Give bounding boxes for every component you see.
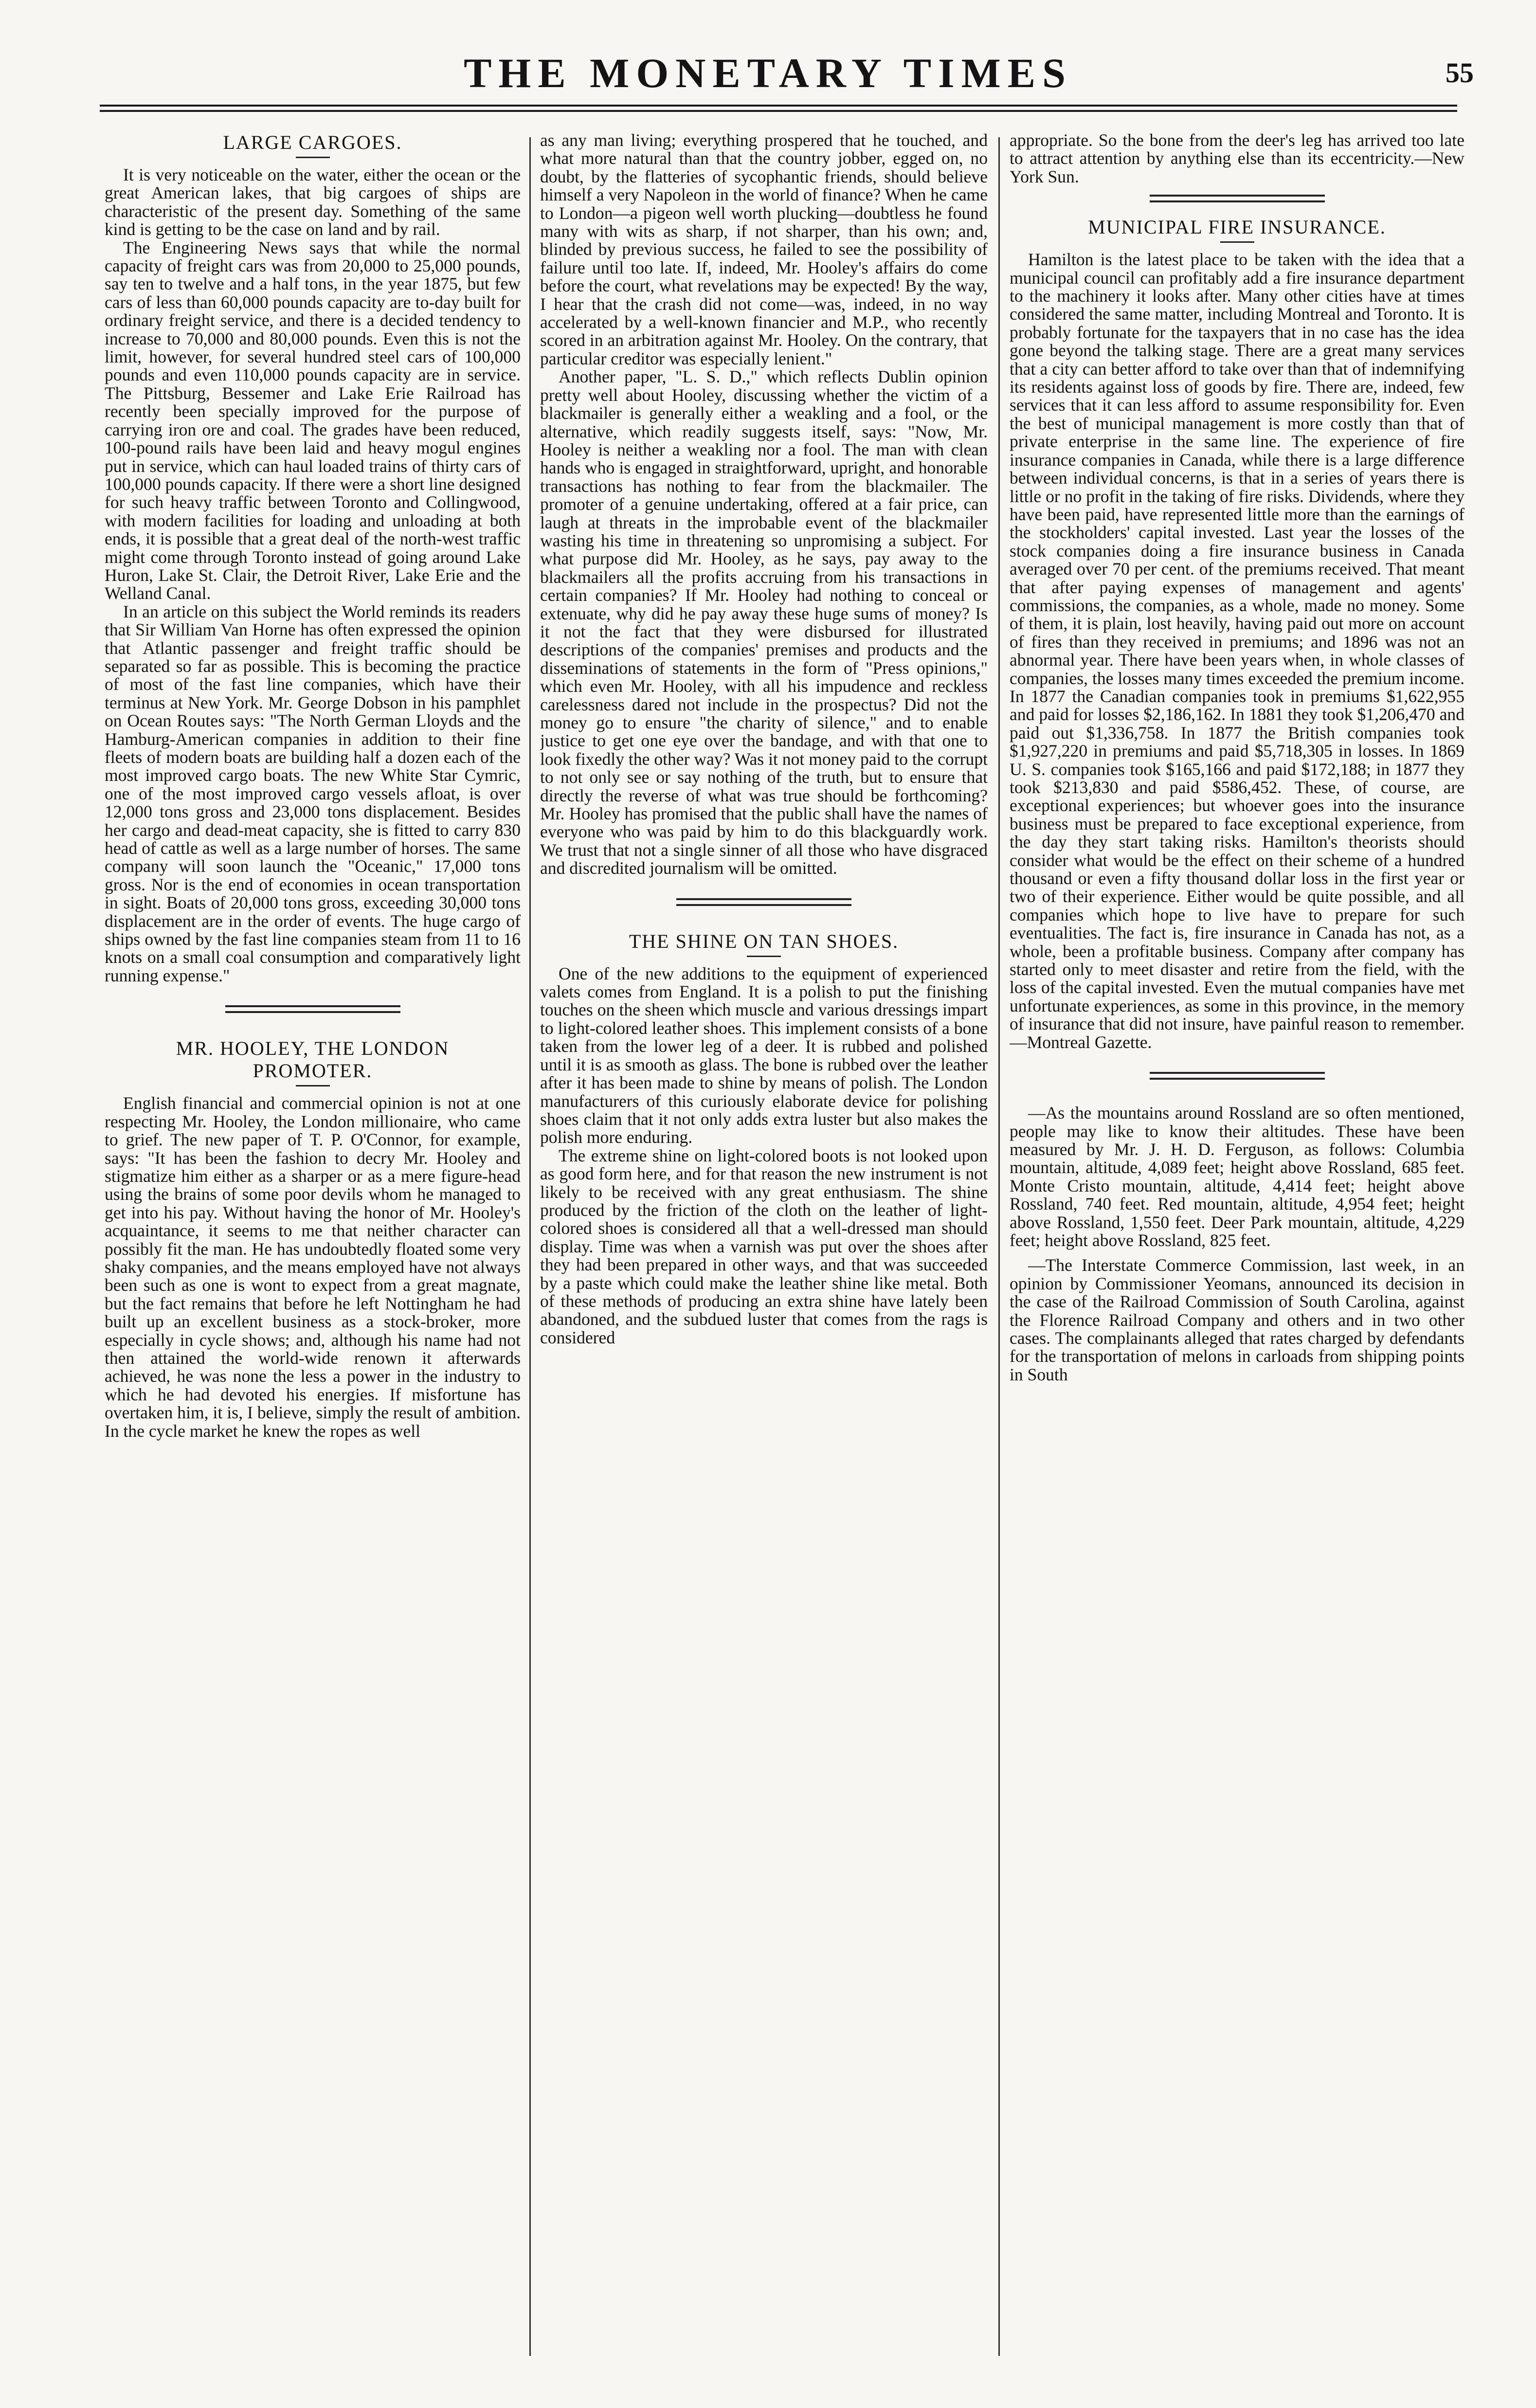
article-separator [1150, 195, 1325, 202]
article-paragraph: Another paper, "L. S. D.," which reflects Dublin opinion pretty well about Hooley, discussing whether the victim of a blackmailer is generally either a weakling and a fool, or the alternative, which readily suggests itself, says: "Now, Mr. Hooley is neither a weakling nor a fool. The man with clean hands who is engaged in straightforward, upright, and honorable transactions has nothing to fear from the blackmailer. The promoter of a genuine undertaking, offered at a fair price, can laugh at threats in the improbable event of the blackmailer wasting his time in threatening so unpromising a subject. For what purpose did Mr. Hooley, as he says, pay away to the blackmailers all the profits accruing from his transactions in certain companies? If Mr. Hooley had nothing to conceal or extenuate, why did he pay away these huge sums of money? Is it not the fact that they were disbursed for illustrated descriptions of the companies' premises and products and the disseminations of statements in the form of "Press opinions," which even Mr. Hooley, with all his impudence and reckless carelessness dared not include in the prospectus? Did not the money go to ensure "the charity of silence," and to enable justice to get one eye over the bandage, and with that one to look fixedly the other way? Was it not money paid to the corrupt to not only see or say nothing of the truth, but to ensure that directly the reverse of what was true should be forthcoming? Mr. Hooley has promised that the public shall have the names of everyone who was paid by him to do this blackguardly work. We trust that not a single sinner of all those who have disgraced and discredited journalism will be omitted. [540, 367, 988, 878]
column-3 [1010, 131, 1464, 2379]
column-divider [998, 137, 1000, 2356]
article-separator [676, 898, 851, 906]
article-paragraph: English financial and commercial opinion is not at one respecting Mr. Hooley, the London millionaire, who came to grief. The new paper of T. P. O'Connor, for example, says: "It has been the fashion to decry Mr. Hooley and stigmatize him either as a sharper or as a mere figure-head using the brains of some poor devils whom he managed to get into his pay. Without having the honor of Mr. Hooley's acquaintance, it seems to me that neither character can possibly fit the man. He has undoubtedly floated some very shaky companies, and the means employed have not always been such as one is wont to expect from a great magnate, but the fact remains that before he left Nottingham he had built up an excellent business as a stock-broker, more especially in cycle shows; and, although his name had not then attained the world-wide renown it afterwards achieved, he was none the less a power in the industry to which he had devoted his energies. If misfortune has overtaken him, it is, I believe, simply the result of ambition. In the cycle market he knew the ropes as well [105, 1093, 521, 1441]
heading-dash [1220, 241, 1254, 243]
article-paragraph: In an article on this subject the World reminds its readers that Sir William Van Horne has often expressed the opinion that Atlantic passenger and freight traffic should be separated so far as possible. This is becoming the practice of most of the fast line companies, which have their terminus at New York. Mr. George Dobson in his pamphlet on Ocean Routes says: "The North German Lloyds and the Hamburg-American companies in addition to their fine fleets of modern boats are building half a dozen each of the most improved cargo boats. The new White Star Cymric, one of the most improved cargo vessels afloat, is over 12,000 tons gross and 23,000 tons displacement. Besides her cargo and dead-meat capacity, she is fitted to carry 830 head of cattle as well as a large number of horses. The same company will soon launch the "Oceanic," 17,000 tons gross. Nor is the end of economies in ocean transportation in sight. Boats of 20,000 tons gross, exceeding 30,000 tons displacement are in the order of events. The huge cargo of ships owned by the fast line companies steam from 11 to 16 knots on a small coal consumption and comparatively light running expense." [105, 601, 521, 985]
column-divider [529, 137, 531, 2356]
article-paragraph: The extreme shine on light-colored boots is not looked upon as good form here, and for that reason the new instrument is not likely to be received with any great enthusiasm. The shine produced by the friction of the cloth on the leather of light-colored shoes is considered all that a well-dressed man should display. Time was when a varnish was put over the shoes after they had been prepared in other ways, and that was succeeded by a paste which could make the leather shine like metal. Both of these methods of producing an extra shine have lately been abandoned, and the subdued luster that comes from the rags is considered [540, 1145, 988, 1347]
heading-dash [296, 1085, 330, 1086]
column-1 [105, 131, 521, 2379]
article-separator [225, 1005, 400, 1013]
article-heading-hooley-line2: PROMOTER. [253, 1060, 373, 1082]
masthead [0, 0, 1536, 114]
article-heading-large-cargoes: LARGE CARGOES. [223, 131, 402, 153]
article-paragraph-continued: as any man living; everything prospered that he touched, and what more natural than that the country jobber, egged on, no doubt, by the flatteries of sycophantic friends, should believe himself a very Napoleon in the world of finance? When he came to London—a pigeon well worth plucking—doubtless he found many with wits as sharp, if not sharper, than his own; and, blinded by previous success, he failed to see the possibility of failure until too late. If, indeed, Mr. Hooley's affairs do come before the court, what revelations may be expected! By the way, I hear that the crash did not come—was, indeed, in no way accelerated by a well-known financier and M.P., who recently scored in an arbitration against Mr. Hooley. On the contrary, that particular creditor was especially lenient." [540, 131, 988, 368]
article-paragraph: The Engineering News says that while the normal capacity of freight cars was from 20,000 to 25,000 pounds, say ten to twelve and a half tons, in the year 1875, but few cars of less than 60,000 pounds capacity are to-day built for ordinary freight service, and there is a decided tendency to increase to 70,000 and 80,000 pounds. Even this is not the limit, however, for several hundred steel cars of 100,000 pounds and even 110,000 pounds capacity are in service. The Pittsburg, Bessemer and Lake Erie Railroad has recently been specially improved for the purpose of carrying iron ore and coal. The grades have been reduced, 100-pound rails have been laid and heavy mogul engines put in service, which can haul loaded trains of thirty cars of 100,000 pounds capacity. If there were a short line designed for such heavy traffic between Toronto and Collingwood, with modern facilities for loading and unloading at both ends, it is possible that a great deal of the north-west traffic might come through Toronto instead of going around Lake Huron, Lake St. Clair, the Detroit River, Lake Erie and the Welland Canal. [105, 237, 521, 603]
article-paragraph: One of the new additions to the equipment of experienced valets comes from England. It is a polish to put the finishing touches on the sheen which muscle and various dressings impart to light-colored leather shoes. This implement consists of a bone taken from the lower leg of a deer. It is rubbed and polished until it is as smooth as glass. The bone is rubbed over the leather after it has been made to shine by means of polish. The London manufacturers of this curiously elaborate device for polishing shoes claim that it not only adds extra luster but also makes the polish more enduring. [540, 963, 988, 1147]
article-heading-fire-insurance: MUNICIPAL FIRE INSURANCE. [1088, 216, 1386, 238]
article-heading-hooley-line1: MR. HOOLEY, THE LONDON [176, 1037, 450, 1060]
heading-dash [296, 157, 330, 158]
heading-dash [747, 956, 781, 957]
article-paragraph-continued: appropriate. So the bone from the deer's leg has arrived too late to attract attention by anything else than its eccentricity.—New York Sun. [1010, 131, 1464, 186]
masthead-rule [100, 110, 1457, 112]
masthead-rule [100, 105, 1457, 107]
article-paragraph: Hamilton is the latest place to be taken with the idea that a municipal council can profitably add a fire insurance department to the machinery it looks after. Many other cities have at times considered the same matter, including Montreal and Toronto. It is probably fortunate for the taxpayers that in no case has the idea gone beyond the talking stage. There are a great many services that a city can better afford to take over than that of indemnifying its residents against loss of goods by fire. There are, indeed, few services that it can less afford to assume responsibility for. Even the best of municipal management is more costly than that of private enterprise in the same line. The experience of fire insurance companies in Canada, while there is a large difference between individual concerns, is that in a series of years there is little or no profit in the taking of fire risks. Dividends, where they have been paid, have represented little more than the earnings of the stockholders' capital invested. Last year the losses of the stock companies doing a fire insurance business in Canada averaged over 70 per cent. of the premiums received. That meant that after paying expenses of management and agents' commissions, the companies, as a whole, made no money. Some of them, it is plain, lost heavily, having paid out more on account of fires than they received in premiums; and 1896 was not an abnormal year. There have been years when, in whole classes of companies, the losses many times exceeded the premium income. In 1877 the Canadian companies took in premiums $1,622,955 and paid for losses $2,186,162. In 1881 they took $1,206,470 and paid out $1,336,758. In 1877 the British companies took $1,927,220 in premiums and paid $5,718,305 in losses. In 1869 U. S. companies took $165,166 and paid $172,188; in 1877 they took $213,830 and paid $586,452. These, of course, are exceptional experiences; but whoever goes into the insurance business must be prepared to face exceptional experience, from the day they start taking risks. Hamilton's theorists should consider what would be the effect on their scheme of a hundred thousand or even a fifty thousand dollar loss in the first year or two of their experience. Either would be quite possible, and all companies which hope to live have to prepare for such eventualities. The fact is, fire insurance in Canada has not, as a whole, been a profitable business. Company after company has started only to meet disaster and retire from the field, with the loss of the capital invested. Even the mutual companies have met unfortunate experiences, as some in this province, in the memory of insurance that did not insure, have painful reason to remember.—Montreal Gazette. [1010, 250, 1464, 1052]
article-paragraph: It is very noticeable on the water, either the ocean or the great American lakes, that big cargoes of ships are characteristic of the present day. Something of the same kind is getting to be the case on land and by rail. [105, 165, 521, 239]
news-item: —As the mountains around Rossland are so often mentioned, people may like to know their altitudes. These have been measured by Mr. J. H. D. Ferguson, as follows: Columbia mountain, altitude, 4,089 feet; height above Rossland, 685 feet. Monte Cristo mountain, altitude, 4,414 feet; height above Rossland, 740 feet. Red mountain, altitude, 4,954 feet; height above Rossland, 1,550 feet. Deer Park mountain, altitude, 4,229 feet; height above Rossland, 825 feet. [1010, 1103, 1464, 1250]
news-item: —The Interstate Commerce Commission, last week, in an opinion by Commissioner Yeomans, announced its decision in the case of the Railroad Commission of South Carolina, against the Florence Railroad Company and others and in two other cases. The complainants alleged that rates charged by defendants for the transportation of melons in carloads from shipping points in South [1010, 1255, 1464, 1384]
article-heading-tan-shoes: THE SHINE ON TAN SHOES. [629, 930, 899, 952]
column-2 [540, 131, 988, 2379]
page-number: 55 [1446, 57, 1474, 89]
article-separator [1150, 1072, 1325, 1080]
newspaper-title: THE MONETARY TIMES [464, 50, 1072, 96]
